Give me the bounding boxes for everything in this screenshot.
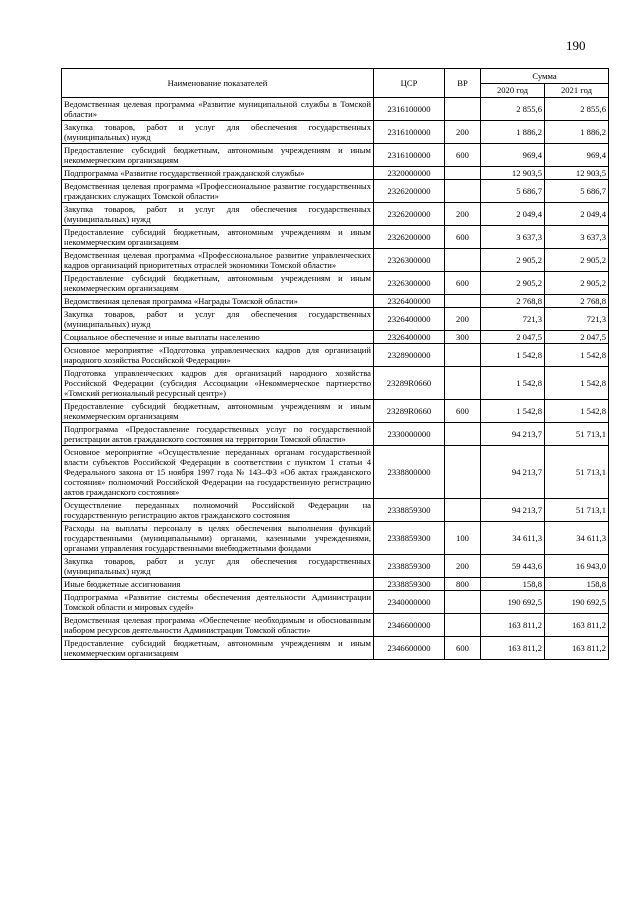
table-row <box>62 249 609 272</box>
table-row <box>62 446 609 499</box>
row-name-cell: Закупка товаров, работ и услуг для обеспечения государственных (муниципальных) нужд <box>62 555 374 578</box>
row-name-cell: Подготовка управленческих кадров для организаций народного хозяйства Российской Федерации (субсидия Ассоциации «Некоммерческое партнерство «Томский региональный ресурсный центр») <box>62 367 374 400</box>
row-value-2020-cell: 12 903,5 <box>481 167 545 180</box>
row-csr-cell: 2338800000 <box>374 446 445 499</box>
row-vr-cell <box>445 98 481 121</box>
row-value-2021-cell: 2 905,2 <box>545 249 609 272</box>
row-csr-cell: 2320000000 <box>374 167 445 180</box>
row-csr-cell: 2338859300 <box>374 578 445 591</box>
table-row <box>62 203 609 226</box>
row-value-2020-cell: 163 811,2 <box>481 614 545 637</box>
row-csr-cell: 2326200000 <box>374 203 445 226</box>
table-row <box>62 423 609 446</box>
row-value-2020-cell: 59 443,6 <box>481 555 545 578</box>
row-value-2021-cell: 158,8 <box>545 578 609 591</box>
row-value-2020-cell: 2 047,5 <box>481 331 545 344</box>
row-value-2021-cell: 721,3 <box>545 308 609 331</box>
table-row <box>62 226 609 249</box>
row-value-2021-cell: 969,4 <box>545 144 609 167</box>
row-name-cell: Ведомственная целевая программа «Обеспечение необходимым и обоснованным набором ресурсов деятельности Администрации Томской области» <box>62 614 374 637</box>
row-vr-cell: 200 <box>445 203 481 226</box>
row-csr-cell: 2326200000 <box>374 226 445 249</box>
row-csr-cell: 2316100000 <box>374 121 445 144</box>
table-row <box>62 522 609 555</box>
table-header-row <box>62 69 609 84</box>
row-value-2021-cell: 16 943,0 <box>545 555 609 578</box>
row-csr-cell: 2346600000 <box>374 637 445 660</box>
row-vr-cell <box>445 423 481 446</box>
row-name-cell: Предоставление субсидий бюджетным, автономным учреждениям и иным некоммерческим организациям <box>62 144 374 167</box>
row-value-2021-cell: 51 713,1 <box>545 499 609 522</box>
row-value-2020-cell: 163 811,2 <box>481 637 545 660</box>
row-name-cell: Подпрограмма «Развитие государственной гражданской службы» <box>62 167 374 180</box>
row-value-2020-cell: 1 886,2 <box>481 121 545 144</box>
row-value-2020-cell: 94 213,7 <box>481 446 545 499</box>
row-name-cell: Ведомственная целевая программа «Развитие муниципальной службы в Томской области» <box>62 98 374 121</box>
row-value-2020-cell: 969,4 <box>481 144 545 167</box>
row-value-2021-cell: 34 611,3 <box>545 522 609 555</box>
row-csr-cell: 2330000000 <box>374 423 445 446</box>
table-row <box>62 180 609 203</box>
row-value-2020-cell: 94 213,7 <box>481 499 545 522</box>
row-csr-cell: 2316100000 <box>374 98 445 121</box>
row-value-2021-cell: 2 768,8 <box>545 295 609 308</box>
table-row <box>62 272 609 295</box>
table-row <box>62 121 609 144</box>
row-value-2021-cell: 163 811,2 <box>545 614 609 637</box>
row-name-cell: Ведомственная целевая программа «Профессиональное развитие управленческих кадров организаций приоритетных отраслей экономики Томской области» <box>62 249 374 272</box>
table-row <box>62 344 609 367</box>
row-name-cell: Расходы на выплаты персоналу в целях обеспечения выполнения функций государственными (муниципальными) органами, казенными учреждениями, органами управления государственными внебюджетными фондами <box>62 522 374 555</box>
table-row <box>62 167 609 180</box>
table-row <box>62 400 609 423</box>
table-row <box>62 308 609 331</box>
row-value-2021-cell: 190 692,5 <box>545 591 609 614</box>
row-csr-cell: 2326400000 <box>374 295 445 308</box>
row-csr-cell: 2326400000 <box>374 308 445 331</box>
table-row <box>62 144 609 167</box>
row-name-cell: Осуществление переданных полномочий Российской Федерации на государственную регистрацию актов гражданского состояния <box>62 499 374 522</box>
header-year-2021: 2021 год <box>545 83 609 98</box>
table-row <box>62 555 609 578</box>
table-row <box>62 614 609 637</box>
row-csr-cell: 2326200000 <box>374 180 445 203</box>
row-vr-cell <box>445 249 481 272</box>
row-csr-cell: 2338859300 <box>374 555 445 578</box>
row-csr-cell: 2338859300 <box>374 499 445 522</box>
budget-table <box>61 68 609 660</box>
row-value-2021-cell: 2 049,4 <box>545 203 609 226</box>
row-vr-cell: 600 <box>445 144 481 167</box>
row-vr-cell: 200 <box>445 121 481 144</box>
row-value-2020-cell: 158,8 <box>481 578 545 591</box>
row-vr-cell <box>445 167 481 180</box>
row-value-2020-cell: 721,3 <box>481 308 545 331</box>
row-name-cell: Подпрограмма «Развитие системы обеспечения деятельности Администрации Томской области и мировых судей» <box>62 591 374 614</box>
row-value-2021-cell: 2 905,2 <box>545 272 609 295</box>
table-row <box>62 499 609 522</box>
row-value-2021-cell: 1 886,2 <box>545 121 609 144</box>
row-value-2021-cell: 1 542,8 <box>545 344 609 367</box>
row-csr-cell: 2340000000 <box>374 591 445 614</box>
row-value-2020-cell: 190 692,5 <box>481 591 545 614</box>
row-csr-cell: 23289R0660 <box>374 367 445 400</box>
row-name-cell: Закупка товаров, работ и услуг для обеспечения государственных (муниципальных) нужд <box>62 121 374 144</box>
row-name-cell: Основное мероприятие «Осуществление переданных органам государственной власти субъектов Российской Федерации в соответствии с пунктом 1 статьи 4 Федерального закона от 15 ноября 1997 года № 143–ФЗ «Об актах гражданского состояния» полномочий Российской Федерации на государственную регистрацию актов гражданского состояния» <box>62 446 374 499</box>
table-row <box>62 591 609 614</box>
row-name-cell: Иные бюджетные ассигнования <box>62 578 374 591</box>
row-vr-cell <box>445 614 481 637</box>
row-value-2020-cell: 34 611,3 <box>481 522 545 555</box>
row-csr-cell: 2326300000 <box>374 249 445 272</box>
row-value-2020-cell: 5 686,7 <box>481 180 545 203</box>
row-value-2020-cell: 1 542,8 <box>481 367 545 400</box>
row-vr-cell <box>445 344 481 367</box>
table-row <box>62 578 609 591</box>
row-name-cell: Основное мероприятие «Подготовка управленческих кадров для организаций народного хозяйства Российской Федерации» <box>62 344 374 367</box>
row-value-2021-cell: 1 542,8 <box>545 400 609 423</box>
row-name-cell: Социальное обеспечение и иные выплаты населению <box>62 331 374 344</box>
row-value-2021-cell: 1 542,8 <box>545 367 609 400</box>
row-value-2020-cell: 1 542,8 <box>481 344 545 367</box>
table-row <box>62 98 609 121</box>
row-value-2021-cell: 2 047,5 <box>545 331 609 344</box>
row-value-2021-cell: 12 903,5 <box>545 167 609 180</box>
row-vr-cell: 600 <box>445 637 481 660</box>
table-row <box>62 295 609 308</box>
table-row <box>62 637 609 660</box>
row-vr-cell: 200 <box>445 555 481 578</box>
row-value-2020-cell: 1 542,8 <box>481 400 545 423</box>
row-value-2021-cell: 3 637,3 <box>545 226 609 249</box>
header-vr: ВР <box>445 69 481 98</box>
row-csr-cell: 23289R0660 <box>374 400 445 423</box>
row-vr-cell <box>445 180 481 203</box>
header-csr: ЦСР <box>374 69 445 98</box>
header-name: Наименование показателей <box>62 69 374 98</box>
row-csr-cell: 2316100000 <box>374 144 445 167</box>
row-csr-cell: 2326300000 <box>374 272 445 295</box>
header-year-2020: 2020 год <box>481 83 545 98</box>
row-csr-cell: 2328900000 <box>374 344 445 367</box>
row-value-2021-cell: 51 713,1 <box>545 423 609 446</box>
row-value-2020-cell: 2 905,2 <box>481 249 545 272</box>
row-vr-cell <box>445 591 481 614</box>
row-vr-cell <box>445 295 481 308</box>
row-name-cell: Предоставление субсидий бюджетным, автономным учреждениям и иным некоммерческим организациям <box>62 400 374 423</box>
row-vr-cell: 100 <box>445 522 481 555</box>
table-row <box>62 331 609 344</box>
row-vr-cell: 600 <box>445 226 481 249</box>
row-csr-cell: 2326400000 <box>374 331 445 344</box>
row-vr-cell: 300 <box>445 331 481 344</box>
row-name-cell: Предоставление субсидий бюджетным, автономным учреждениям и иным некоммерческим организациям <box>62 637 374 660</box>
row-name-cell: Закупка товаров, работ и услуг для обеспечения государственных (муниципальных) нужд <box>62 308 374 331</box>
row-name-cell: Предоставление субсидий бюджетным, автономным учреждениям и иным некоммерческим организациям <box>62 272 374 295</box>
row-vr-cell: 600 <box>445 272 481 295</box>
row-value-2021-cell: 163 811,2 <box>545 637 609 660</box>
row-name-cell: Закупка товаров, работ и услуг для обеспечения государственных (муниципальных) нужд <box>62 203 374 226</box>
row-name-cell: Предоставление субсидий бюджетным, автономным учреждениям и иным некоммерческим организациям <box>62 226 374 249</box>
row-value-2020-cell: 2 768,8 <box>481 295 545 308</box>
row-name-cell: Подпрограмма «Предоставление государственных услуг по государственной регистрации актов гражданского состояния на территории Томской области» <box>62 423 374 446</box>
row-value-2021-cell: 5 686,7 <box>545 180 609 203</box>
row-csr-cell: 2338859300 <box>374 522 445 555</box>
table-body <box>62 98 609 660</box>
page-number: 190 <box>566 38 586 53</box>
table-row <box>62 367 609 400</box>
row-vr-cell: 600 <box>445 400 481 423</box>
row-vr-cell: 800 <box>445 578 481 591</box>
row-value-2020-cell: 3 637,3 <box>481 226 545 249</box>
header-sum: Сумма <box>481 69 609 84</box>
row-vr-cell: 200 <box>445 308 481 331</box>
row-value-2021-cell: 2 855,6 <box>545 98 609 121</box>
row-csr-cell: 2346600000 <box>374 614 445 637</box>
row-vr-cell <box>445 367 481 400</box>
row-name-cell: Ведомственная целевая программа «Профессиональное развитие государственных гражданских служащих Томской области» <box>62 180 374 203</box>
row-vr-cell <box>445 499 481 522</box>
row-value-2020-cell: 2 049,4 <box>481 203 545 226</box>
row-value-2020-cell: 2 855,6 <box>481 98 545 121</box>
row-name-cell: Ведомственная целевая программа «Награды Томской области» <box>62 295 374 308</box>
row-value-2020-cell: 2 905,2 <box>481 272 545 295</box>
row-vr-cell <box>445 446 481 499</box>
row-value-2020-cell: 94 213,7 <box>481 423 545 446</box>
row-value-2021-cell: 51 713,1 <box>545 446 609 499</box>
